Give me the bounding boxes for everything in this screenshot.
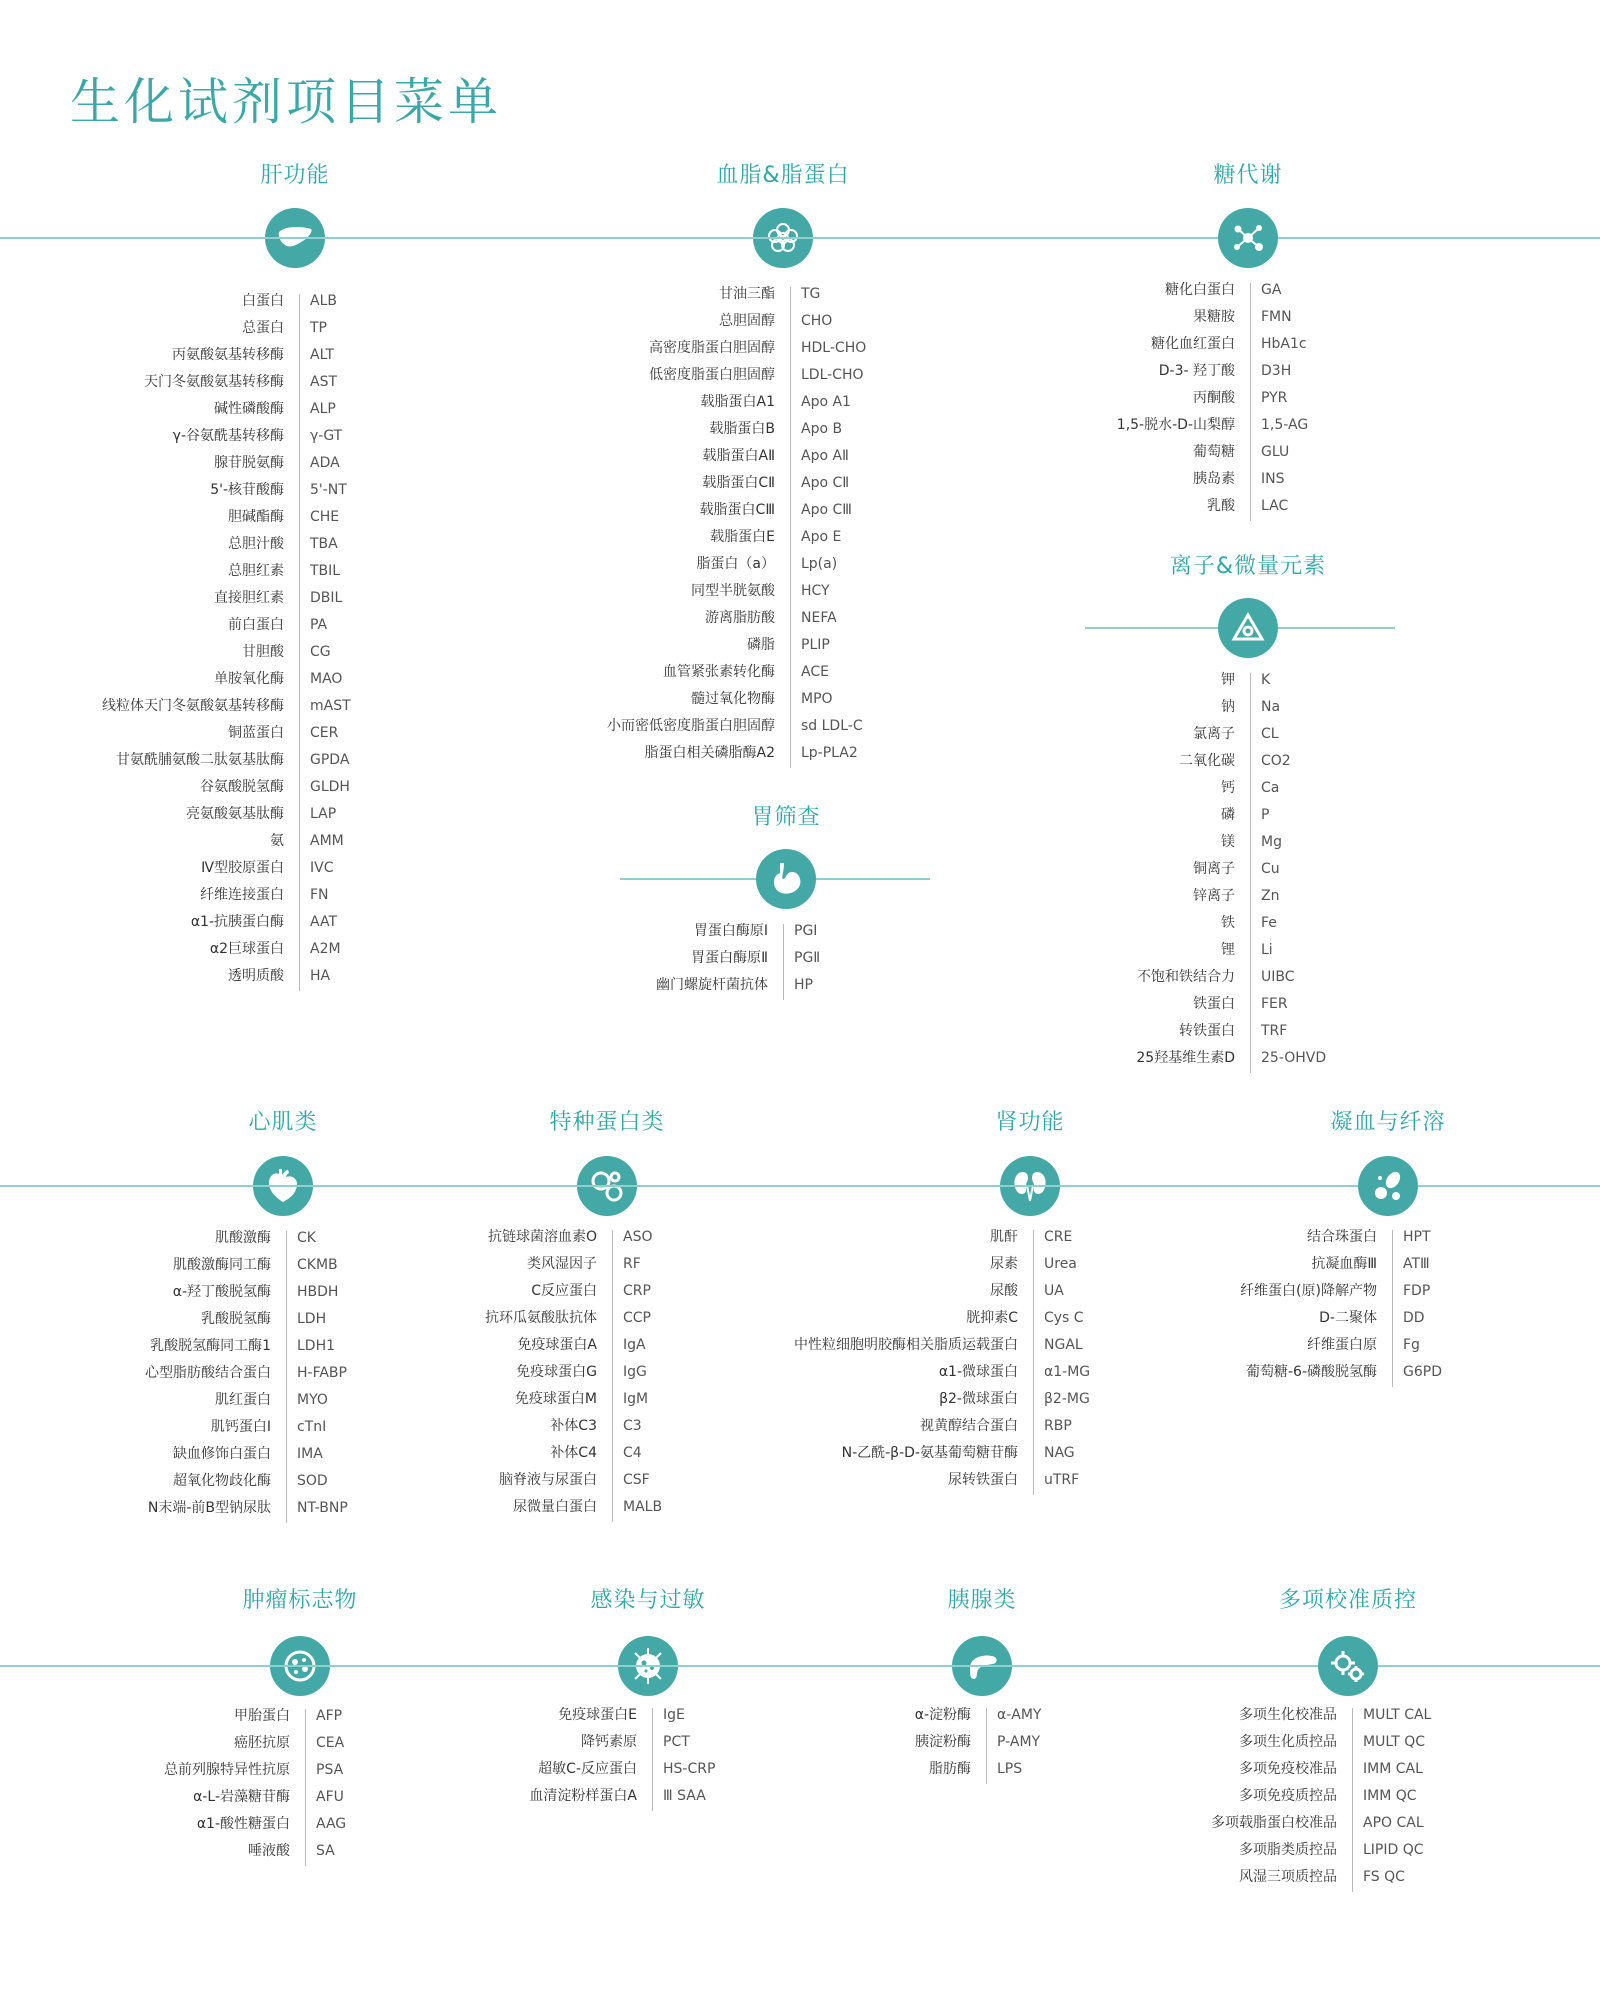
- item-code: G6PD: [1403, 1364, 1442, 1380]
- item-code: LPS: [997, 1761, 1023, 1777]
- item-name: 载脂蛋白A1: [700, 394, 775, 410]
- item-name: 尿转铁蛋白: [948, 1472, 1018, 1488]
- item-code: FMN: [1261, 309, 1292, 325]
- item-name: 胃蛋白酶原Ⅱ: [691, 950, 768, 966]
- item-name: 多项免疫质控品: [1239, 1788, 1337, 1804]
- item-code: IgM: [623, 1391, 649, 1407]
- item-code: CRE: [1044, 1229, 1073, 1245]
- item-code: HS-CRP: [663, 1761, 716, 1777]
- item-code: IMM QC: [1363, 1788, 1417, 1804]
- item-name: 总胆红素: [228, 563, 284, 579]
- item-name: 钠: [1221, 699, 1235, 715]
- item-code: CCP: [623, 1310, 651, 1326]
- item-code: CSF: [623, 1472, 650, 1488]
- item-name: 乳酸脱氢酶: [201, 1311, 271, 1327]
- item-name: 磷脂: [747, 637, 775, 653]
- item-name: 髓过氧化物酶: [691, 691, 775, 707]
- item-code: AFP: [316, 1708, 343, 1724]
- item-code: ALP: [310, 401, 336, 417]
- item-name: 铜蓝蛋白: [228, 725, 284, 741]
- item-code: CEA: [316, 1735, 345, 1751]
- item-code: Mg: [1261, 834, 1282, 850]
- item-name: 钙: [1221, 780, 1235, 796]
- section-title: 多项校准质控: [1278, 1588, 1418, 1613]
- item-code: PLIP: [801, 637, 830, 653]
- item-code: SA: [316, 1843, 335, 1859]
- item-name: 胰淀粉酶: [915, 1734, 971, 1750]
- item-name: 多项脂类质控品: [1239, 1842, 1337, 1858]
- item-name: N末端-前B型钠尿肽: [147, 1500, 271, 1516]
- item-name: 抗环瓜氨酸肽抗体: [485, 1310, 597, 1326]
- item-code: FER: [1261, 996, 1288, 1012]
- item-name: 总胆固醇: [719, 313, 775, 329]
- item-code: MALB: [623, 1499, 663, 1515]
- item-code: AMM: [310, 833, 344, 849]
- item-name: 载脂蛋白B: [709, 421, 775, 437]
- section-title: 肝功能: [260, 163, 330, 188]
- item-name: 铜离子: [1193, 861, 1235, 877]
- item-name: 脂蛋白（a）: [696, 556, 775, 572]
- item-code: Ca: [1261, 780, 1280, 796]
- item-name: 氨: [270, 833, 284, 849]
- list-separator: [305, 1709, 306, 1866]
- item-code: HbA1c: [1261, 336, 1307, 352]
- item-code: UIBC: [1261, 969, 1295, 985]
- item-name: 纤维连接蛋白: [200, 887, 284, 903]
- item-name: 脑脊液与尿蛋白: [499, 1472, 597, 1488]
- list-separator: [299, 294, 300, 991]
- item-code: GA: [1261, 282, 1282, 298]
- item-name: 甘胆酸: [242, 644, 284, 660]
- section-title: 心肌类: [248, 1110, 318, 1135]
- list-separator: [986, 1708, 987, 1784]
- item-code: RBP: [1044, 1418, 1072, 1434]
- list-separator: [652, 1708, 653, 1811]
- item-code: CL: [1261, 726, 1279, 742]
- item-name: 转铁蛋白: [1179, 1023, 1235, 1039]
- item-code: TG: [801, 286, 821, 302]
- item-name: 总前列腺特异性抗原: [164, 1762, 290, 1778]
- section-title: 感染与过敏: [590, 1588, 706, 1613]
- item-code: CHO: [801, 313, 833, 329]
- item-code: INS: [1261, 471, 1285, 487]
- item-name: 糖化白蛋白: [1165, 282, 1235, 298]
- item-name: 胆碱酯酶: [228, 509, 284, 525]
- item-code: ADA: [310, 455, 340, 471]
- section-title: 胃筛查: [751, 805, 821, 830]
- item-name: α-L-岩藻糖苷酶: [193, 1789, 290, 1805]
- item-code: IgE: [663, 1707, 685, 1723]
- item-name: 总蛋白: [242, 320, 284, 336]
- item-code: NAG: [1044, 1445, 1075, 1461]
- item-code: α1-MG: [1044, 1364, 1091, 1380]
- item-name: 二氧化碳: [1179, 753, 1235, 769]
- item-name: 抗链球菌溶血素O: [487, 1229, 597, 1245]
- item-name: 单胺氧化酶: [214, 671, 284, 687]
- item-code: P-AMY: [997, 1734, 1041, 1750]
- item-code: MULT QC: [1363, 1734, 1425, 1750]
- item-name: 亮氨酸氨基肽酶: [186, 806, 284, 822]
- item-code: DD: [1403, 1310, 1425, 1326]
- item-name: 尿素: [990, 1256, 1018, 1272]
- section-title: 离子&微量元素: [1169, 554, 1327, 579]
- blood-cell-icon: [1358, 1156, 1418, 1216]
- item-code: uTRF: [1044, 1472, 1080, 1488]
- item-code: CRP: [623, 1283, 651, 1299]
- item-code: UA: [1044, 1283, 1064, 1299]
- item-code: RF: [623, 1256, 641, 1272]
- item-code: PGⅠ: [794, 923, 818, 939]
- item-code: CHE: [310, 509, 340, 525]
- item-code: P: [1261, 807, 1270, 823]
- list-separator: [1352, 1708, 1353, 1892]
- item-name: 果糖胺: [1193, 309, 1235, 325]
- item-code: Lp(a): [801, 556, 838, 572]
- item-name: 糖化血红蛋白: [1151, 336, 1235, 352]
- item-name: 镁: [1221, 834, 1235, 850]
- item-name: 多项免疫校准品: [1239, 1761, 1337, 1777]
- item-name: 补体C4: [550, 1445, 597, 1461]
- item-code: IMA: [297, 1446, 323, 1462]
- item-code: AST: [310, 374, 338, 390]
- section-title: 胰腺类: [947, 1588, 1017, 1613]
- item-name: 肌酐: [990, 1229, 1018, 1245]
- item-code: CG: [310, 644, 331, 660]
- item-code: LIPID QC: [1363, 1842, 1424, 1858]
- item-code: A2M: [310, 941, 341, 957]
- item-code: HP: [794, 977, 813, 993]
- item-name: 纤维蛋白原: [1307, 1337, 1377, 1353]
- item-name: 胰岛素: [1193, 471, 1235, 487]
- item-code: CO2: [1261, 753, 1291, 769]
- item-name: 乳酸脱氢酶同工酶1: [150, 1338, 271, 1354]
- item-name: 超氧化物歧化酶: [173, 1473, 271, 1489]
- item-name: 抗凝血酶Ⅲ: [1311, 1256, 1377, 1272]
- item-name: 癌胚抗原: [234, 1735, 290, 1751]
- item-name: 载脂蛋白AⅡ: [702, 448, 775, 464]
- item-name: 前白蛋白: [228, 617, 284, 633]
- item-code: LAC: [1261, 498, 1289, 514]
- item-name: 天门冬氨酸氨基转移酶: [144, 374, 284, 390]
- item-code: cTnI: [297, 1419, 327, 1435]
- item-code: sd LDL-C: [801, 718, 863, 734]
- item-name: 载脂蛋白E: [710, 529, 775, 545]
- item-name: 肌酸激酶: [215, 1230, 271, 1246]
- item-name: 尿酸: [990, 1283, 1018, 1299]
- item-name: N-乙酰-β-D-氨基葡萄糖苷酶: [841, 1445, 1018, 1461]
- item-code: TBA: [310, 536, 338, 552]
- item-code: Fe: [1261, 915, 1277, 931]
- section-title: 肾功能: [995, 1110, 1065, 1135]
- item-name: 总胆汁酸: [228, 536, 284, 552]
- item-code: 25-OHVD: [1261, 1050, 1327, 1066]
- item-code: LAP: [310, 806, 337, 822]
- list-separator: [286, 1231, 287, 1523]
- item-code: H-FABP: [297, 1365, 347, 1381]
- item-code: NGAL: [1044, 1337, 1083, 1353]
- list-separator: [1033, 1230, 1034, 1495]
- item-code: NEFA: [801, 610, 837, 626]
- item-code: γ-GT: [310, 428, 343, 444]
- item-name: 胃蛋白酶原Ⅰ: [693, 923, 768, 939]
- item-code: Apo E: [801, 529, 842, 545]
- stomach-icon: [756, 849, 816, 909]
- item-name: 谷氨酸脱氢酶: [200, 779, 284, 795]
- item-name: 锌离子: [1193, 888, 1235, 904]
- item-name: 中性粒细胞明胶酶相关脂质运载蛋白: [794, 1337, 1018, 1353]
- item-name: 降钙素原: [581, 1734, 637, 1750]
- item-name: 免疫球蛋白G: [516, 1364, 597, 1380]
- item-code: Apo B: [801, 421, 843, 437]
- item-name: 25羟基维生素D: [1136, 1050, 1235, 1066]
- item-name: 风湿三项质控品: [1239, 1869, 1337, 1885]
- item-name: α1-酸性糖蛋白: [196, 1816, 290, 1832]
- item-name: 多项载脂蛋白校准品: [1211, 1815, 1337, 1831]
- item-code: 1,5-AG: [1261, 417, 1309, 433]
- item-code: TP: [310, 320, 327, 336]
- item-code: ASO: [623, 1229, 653, 1245]
- item-code: Cu: [1261, 861, 1280, 877]
- item-name: α2巨球蛋白: [209, 941, 284, 957]
- item-code: GLU: [1261, 444, 1290, 460]
- item-name: 不饱和铁结合力: [1137, 969, 1235, 985]
- item-code: GPDA: [310, 752, 350, 768]
- item-name: 胱抑素C: [966, 1310, 1018, 1326]
- item-code: C3: [623, 1418, 642, 1434]
- item-name: 高密度脂蛋白胆固醇: [649, 340, 775, 356]
- item-code: NT-BNP: [297, 1500, 348, 1516]
- item-name: 锂: [1221, 942, 1235, 958]
- item-name: 丙氨酸氨基转移酶: [172, 347, 284, 363]
- item-name: 结合珠蛋白: [1307, 1229, 1377, 1245]
- page-title: 生化试剂项目菜单: [70, 73, 502, 131]
- item-code: HA: [310, 968, 331, 984]
- item-code: Ⅲ SAA: [663, 1788, 706, 1804]
- item-code: Apo A1: [801, 394, 851, 410]
- item-name: 补体C3: [550, 1418, 597, 1434]
- section-title: 糖代谢: [1213, 163, 1283, 188]
- item-name: 多项生化质控品: [1239, 1734, 1337, 1750]
- item-name: 肌钙蛋白I: [210, 1419, 271, 1435]
- item-code: MULT CAL: [1363, 1707, 1432, 1723]
- item-code: HDL-CHO: [801, 340, 867, 356]
- item-name: α1-抗胰蛋白酶: [190, 914, 284, 930]
- item-name: 低密度脂蛋白胆固醇: [649, 367, 775, 383]
- item-name: 肌酸激酶同工酶: [173, 1257, 271, 1273]
- item-name: 丙酮酸: [1193, 390, 1235, 406]
- item-name: 碱性磷酸酶: [214, 401, 284, 417]
- item-code: Cys C: [1044, 1310, 1084, 1326]
- item-code: IVC: [310, 860, 334, 876]
- item-name: D-3- 羟丁酸: [1158, 363, 1235, 379]
- item-name: 铁: [1221, 915, 1235, 931]
- item-name: α1-微球蛋白: [938, 1364, 1018, 1380]
- item-name: C反应蛋白: [531, 1283, 597, 1299]
- ion-triangle-icon: [1218, 598, 1278, 658]
- item-name: 超敏C-反应蛋白: [538, 1761, 637, 1777]
- item-code: MAO: [310, 671, 343, 687]
- item-name: 免疫球蛋白M: [514, 1391, 597, 1407]
- item-code: LDH: [297, 1311, 327, 1327]
- item-name: 类风湿因子: [527, 1256, 597, 1272]
- section-title: 肿瘤标志物: [242, 1588, 358, 1613]
- item-name: 脂蛋白相关磷脂酶A2: [644, 745, 775, 761]
- item-name: 肌红蛋白: [215, 1392, 271, 1408]
- item-name: 幽门螺旋杆菌抗体: [656, 977, 768, 993]
- item-code: 5'-NT: [310, 482, 347, 498]
- item-code: Na: [1261, 699, 1281, 715]
- item-name: 甘油三酯: [719, 286, 775, 302]
- item-name: 尿微量白蛋白: [513, 1499, 597, 1515]
- item-code: ACE: [801, 664, 829, 680]
- item-code: CER: [310, 725, 339, 741]
- item-code: GLDH: [310, 779, 350, 795]
- item-code: TRF: [1261, 1023, 1288, 1039]
- item-name: 腺苷脱氨酶: [214, 455, 284, 471]
- item-name: 氯离子: [1193, 726, 1235, 742]
- item-name: 游离脂肪酸: [705, 610, 775, 626]
- item-name: 小而密低密度脂蛋白胆固醇: [607, 718, 775, 734]
- item-code: APO CAL: [1363, 1815, 1424, 1831]
- item-name: 甘氨酰脯氨酸二肽氨基肽酶: [116, 752, 284, 768]
- item-name: 葡萄糖: [1193, 444, 1235, 460]
- item-name: 心型脂肪酸结合蛋白: [145, 1365, 271, 1381]
- item-code: DBIL: [310, 590, 343, 606]
- item-code: LDL-CHO: [801, 367, 864, 383]
- item-code: mAST: [310, 698, 351, 714]
- list-separator: [783, 924, 784, 1000]
- item-name: Ⅳ型胶原蛋白: [201, 860, 284, 876]
- item-name: 同型半胱氨酸: [691, 583, 775, 599]
- item-name: 载脂蛋白CⅡ: [702, 475, 775, 491]
- item-code: PA: [310, 617, 328, 633]
- item-name: 1,5-脱水-D-山梨醇: [1116, 417, 1235, 433]
- item-code: Fg: [1403, 1337, 1420, 1353]
- item-code: Apo AⅡ: [801, 448, 849, 464]
- item-name: 缺血修饰白蛋白: [173, 1446, 271, 1462]
- item-name: 纤维蛋白(原)降解产物: [1240, 1283, 1377, 1299]
- item-name: 磷: [1221, 807, 1235, 823]
- item-code: HPT: [1403, 1229, 1431, 1245]
- item-name: 白蛋白: [242, 293, 284, 309]
- item-name: 免疫球蛋白E: [558, 1707, 637, 1723]
- item-code: ALT: [310, 347, 335, 363]
- item-code: HBDH: [297, 1284, 339, 1300]
- item-name: 透明质酸: [228, 968, 284, 984]
- item-code: AAG: [316, 1816, 347, 1832]
- item-code: HCY: [801, 583, 830, 599]
- list-separator: [1392, 1230, 1393, 1387]
- item-code: Urea: [1044, 1256, 1077, 1272]
- gears-icon: [1318, 1636, 1378, 1696]
- item-code: AFU: [316, 1789, 344, 1805]
- item-name: 免疫球蛋白A: [517, 1337, 597, 1353]
- item-name: 葡萄糖-6-磷酸脱氢酶: [1245, 1364, 1377, 1380]
- item-name: γ-谷氨酰基转移酶: [172, 428, 284, 444]
- section-title: 凝血与纤溶: [1330, 1110, 1446, 1135]
- item-code: LDH1: [297, 1338, 336, 1354]
- item-name: 唾液酸: [248, 1843, 290, 1859]
- section-divider-line: [0, 237, 1600, 239]
- item-name: 载脂蛋白CⅢ: [699, 502, 775, 518]
- item-code: MYO: [297, 1392, 328, 1408]
- item-code: MPO: [801, 691, 833, 707]
- item-name: 直接胆红素: [214, 590, 284, 606]
- item-name: 5'-核苷酸酶: [210, 482, 284, 498]
- item-name: 脂肪酶: [929, 1761, 971, 1777]
- item-name: α-羟丁酸脱氢酶: [172, 1284, 271, 1300]
- item-code: IMM CAL: [1363, 1761, 1423, 1777]
- item-code: IgA: [623, 1337, 646, 1353]
- item-name: α-淀粉酶: [914, 1707, 971, 1723]
- list-separator: [1250, 673, 1251, 1073]
- item-code: CKMB: [297, 1257, 338, 1273]
- item-code: Apo CⅡ: [801, 475, 850, 491]
- item-code: FN: [310, 887, 329, 903]
- item-code: K: [1261, 672, 1271, 688]
- item-name: 血清淀粉样蛋白A: [529, 1788, 637, 1804]
- item-code: C4: [623, 1445, 642, 1461]
- item-code: SOD: [297, 1473, 328, 1489]
- item-name: D-二聚体: [1319, 1310, 1377, 1326]
- item-name: 血管紧张素转化酶: [663, 664, 775, 680]
- item-code: PSA: [316, 1762, 344, 1778]
- item-name: 乳酸: [1207, 498, 1235, 514]
- item-code: PGⅡ: [794, 950, 821, 966]
- section-title: 血脂&脂蛋白: [716, 163, 850, 188]
- item-name: 甲胎蛋白: [234, 1708, 290, 1724]
- item-name: β2-微球蛋白: [939, 1391, 1018, 1407]
- molecule-icon: [1218, 208, 1278, 268]
- item-code: FDP: [1403, 1283, 1431, 1299]
- section-title: 特种蛋白类: [549, 1110, 665, 1135]
- item-name: 视黄醇结合蛋白: [920, 1418, 1018, 1434]
- item-code: D3H: [1261, 363, 1292, 379]
- item-code: α-AMY: [997, 1707, 1042, 1723]
- item-code: PYR: [1261, 390, 1288, 406]
- item-code: CK: [297, 1230, 316, 1246]
- item-name: 钾: [1221, 672, 1235, 688]
- list-separator: [1250, 283, 1251, 521]
- item-code: β2-MG: [1044, 1391, 1090, 1407]
- item-code: FS QC: [1363, 1869, 1405, 1885]
- item-code: TBIL: [310, 563, 341, 579]
- item-code: ATⅢ: [1403, 1256, 1430, 1272]
- item-code: IgG: [623, 1364, 647, 1380]
- item-code: Lp-PLA2: [801, 745, 858, 761]
- list-separator: [612, 1230, 613, 1522]
- item-name: 铁蛋白: [1193, 996, 1235, 1012]
- list-separator: [790, 287, 791, 768]
- item-code: ALB: [310, 293, 337, 309]
- item-code: AAT: [310, 914, 338, 930]
- item-code: Zn: [1261, 888, 1280, 904]
- item-code: Apo CⅢ: [801, 502, 852, 518]
- item-code: PCT: [663, 1734, 690, 1750]
- item-name: 多项生化校准品: [1239, 1707, 1337, 1723]
- item-name: 线粒体天门冬氨酸氨基转移酶: [102, 698, 284, 714]
- item-code: Li: [1261, 942, 1273, 958]
